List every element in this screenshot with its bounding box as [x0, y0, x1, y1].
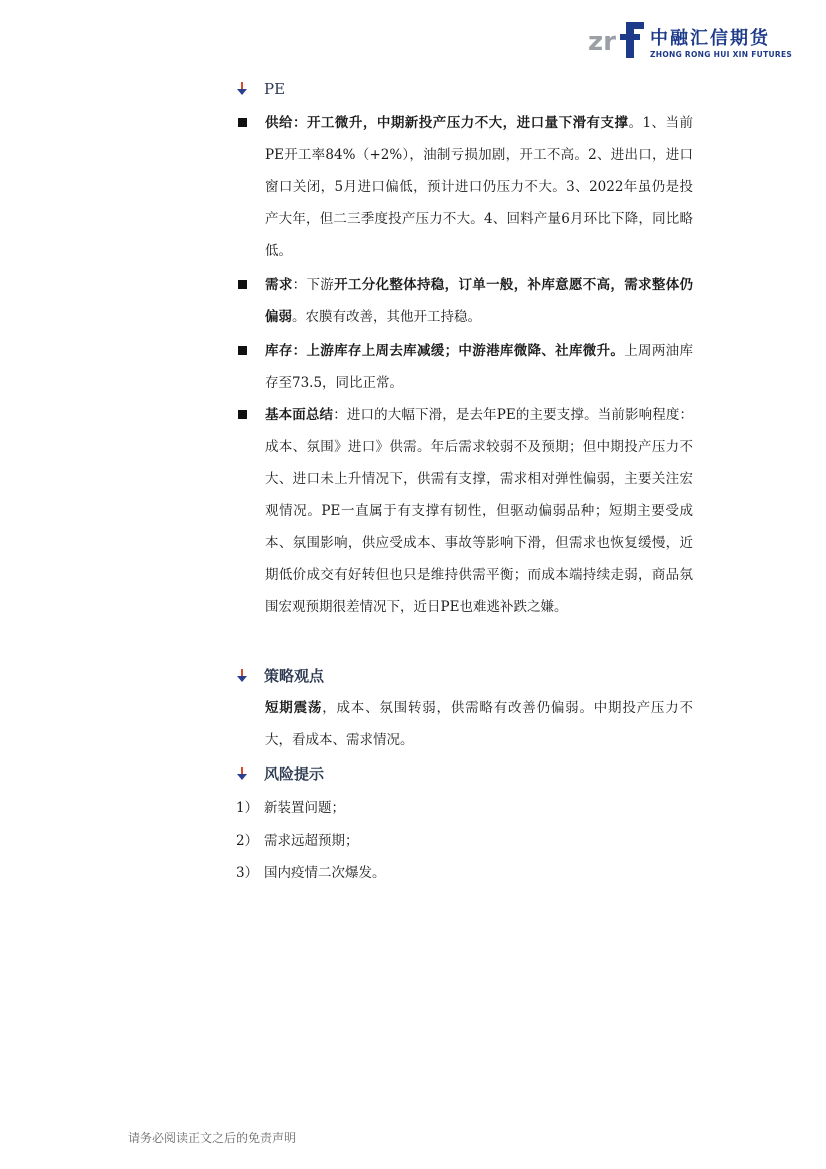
disclaimer-footer: 请务必阅读正文之后的免责声明	[128, 1131, 297, 1145]
section-heading-strategy	[236, 665, 324, 686]
bullet-square	[238, 410, 247, 419]
summary-text: ：进口的大幅下滑，是去年PE的主要支撑。当前影响程度：成本、氛围》进口》供需。年后需求较弱不及预期；但中期投产压力不大、进口未上升情况下，供需有支撑，需求相对弹性偏弱，主要关注宏观情况。PE一直属于有支撑有韧性，但驱动偏弱品种；短期主要受成本、氛围影响，供应受成本、事故等影响下滑，但需求也恢复缓慢，近期低价成交有好转但也只是维持供需平衡；而成本端持续走弱，商品氛围宏观预期很差情况下，近日PE也难逃补跌之嫌。	[265, 407, 694, 615]
strategy-title: 策略观点	[264, 667, 325, 685]
arrow-down-icon	[236, 669, 248, 683]
inventory-label: 库存：上游库存上周去库减缓；中游港库微降、社库微升。	[265, 343, 625, 359]
inventory-text: 上周两油库存至73.5，同比正常。	[265, 343, 694, 391]
svg-text:zr: zr	[588, 27, 616, 57]
demand-label: 需求	[265, 277, 293, 293]
section-heading-pe	[236, 80, 285, 98]
section-heading-risk	[236, 763, 324, 784]
risk-number: 2）	[236, 833, 259, 849]
demand-paragraph	[265, 269, 693, 333]
demand-text-1: ：下游	[292, 277, 335, 293]
risk-text: 国内疫情二次爆发。	[264, 865, 386, 881]
pe-title: PE	[264, 80, 286, 98]
risk-item	[236, 861, 386, 881]
supply-text: 。1、当前PE开工率84%（+2%），油制亏损加剧，开工不高。2、进出口，进口窗口关闭，5月进口偏低，预计进口仍压力不大。3、2022年虽仍是投产大年，但二三季度投产压力不大。4、回料产量6月环比下降，同比略低。	[265, 115, 693, 259]
risk-text: 新装置问题；	[264, 800, 345, 816]
demand-bold-text: 开工分化整体持稳，订单一般，补库意愿不高，需求整体仍偏弱	[265, 277, 694, 325]
arrow-down-icon	[236, 82, 248, 96]
strategy-paragraph	[265, 692, 693, 756]
risk-item	[236, 796, 345, 816]
logo-english-name: ZHONG RONG HUI XIN FUTURES	[650, 50, 793, 59]
risk-title: 风险提示	[264, 765, 325, 783]
supply-paragraph	[265, 107, 693, 267]
risk-number: 3）	[236, 865, 259, 881]
inventory-paragraph	[265, 335, 693, 399]
bullet-square	[238, 118, 247, 127]
risk-item	[236, 829, 359, 849]
demand-text-2: 。农膜有改善，其他开工持稳。	[292, 309, 481, 325]
logo-chinese-name: 中融汇信期货	[650, 28, 770, 49]
strategy-text: ，成本、氛围转弱，供需略有改善仍偏弱。中期投产压力不大，看成本、需求情况。	[265, 700, 694, 748]
bullet-square	[238, 280, 247, 289]
risk-number: 1）	[236, 800, 259, 816]
summary-paragraph	[265, 399, 693, 623]
zrf-logo-icon	[588, 20, 648, 62]
company-logo	[588, 20, 793, 62]
bullet-square	[238, 346, 247, 355]
risk-text: 需求远超预期；	[264, 833, 359, 849]
strategy-label: 短期震荡	[265, 700, 323, 716]
supply-label: 供给：开工微升，中期新投产压力不大，进口量下滑有支撑	[265, 115, 629, 131]
summary-label: 基本面总结	[265, 407, 334, 423]
arrow-down-icon	[236, 767, 248, 781]
